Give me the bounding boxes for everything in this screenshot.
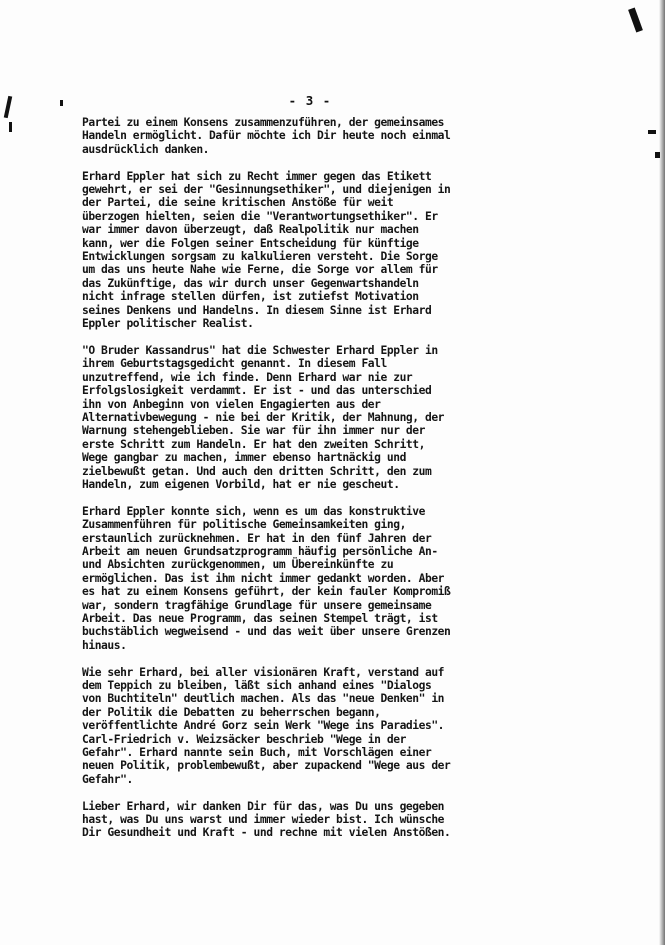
text-line: ausdrücklich danken. (82, 142, 210, 156)
text-line: nicht infrage stellen dürfen, ist zutiefst Motivation (82, 290, 419, 304)
text-line: das Zukünftige, das wir durch unser Gegenwartshandeln (82, 276, 419, 290)
text-line: neuen Politik, problembewußt, aber zupackend "Wege aus der (82, 759, 451, 773)
text-line: Gefahr". (82, 772, 133, 786)
text-line: Zusammenführen für politische Gemeinsamkeiten ging, (82, 518, 406, 532)
text-line: dem Teppich zu bleiben, läßt sich anhand eines "Dialogs (82, 679, 432, 692)
text-line: ermöglichen. Das ist ihm nicht immer gedankt worden. Aber (82, 571, 445, 585)
text-line: Wege gangbar zu machen, immer ebenso hartnäckig und (82, 451, 406, 465)
text-line: der Partei, die seine kritischen Anstöße für weit (82, 196, 394, 210)
text-line: hast, was Du uns warst und immer wieder bist. Ich wünsche (82, 813, 445, 827)
text-line: Eppler politischer Realist. (82, 317, 254, 331)
text-line: war, sondern tragfähige Grundlage für unsere gemeinsame (82, 598, 432, 612)
scan-mark-right-mid (648, 130, 656, 134)
text-line: buchstäblich wegweisend - und das weit über unsere Grenzen (82, 625, 451, 639)
text-line: unzutreffend, wie ich finde. Denn Erhard war nie zur (82, 370, 413, 384)
text-line: kann, wer die Folgen seiner Entscheidung für künftige (82, 236, 419, 250)
paragraph-3 (82, 344, 642, 491)
paragraph-4 (82, 505, 642, 652)
text-line: Partei zu einem Konsens zusammenzuführen, der gemeinsames (82, 116, 445, 129)
text-line: Erhard Eppler konnte sich, wenn es um das konstruktive (82, 504, 425, 518)
text-line: "O Bruder Kassandrus" hat die Schwester Erhard Eppler in (82, 343, 438, 357)
paragraph-5 (82, 666, 642, 787)
text-line: zielbewußt getan. Und auch den dritten Schritt, den zum (82, 464, 432, 478)
text-line: ihrem Geburtstagsgedicht genannt. In diesem Fall (82, 357, 387, 371)
text-line: Erhard Eppler hat sich zu Recht immer gegen das Etikett (82, 169, 432, 183)
text-line: veröffentlichte André Gorz sein Werk "Wege ins Paradies". (82, 719, 445, 733)
text-line: gewehrt, er sei der "Gesinnungsethiker", und diejenigen in (82, 183, 451, 197)
text-line: der Politik die Debatten zu beherrschen begann, (82, 705, 381, 719)
paragraph-1 (82, 116, 642, 156)
text-line: Arbeit. Das neue Programm, das seinen Stempel trägt, ist (82, 611, 438, 625)
text-line: war immer davon überzeugt, daß Realpolitik nur machen (82, 223, 419, 237)
text-line: Handeln, zum eigenen Vorbild, hat er nie gescheut. (82, 477, 400, 491)
text-line: Wie sehr Erhard, bei aller visionären Kraft, verstand auf (82, 665, 445, 679)
text-line: erstaunlich zurücknehmen. Er hat in den fünf Jahren der (82, 531, 432, 545)
scan-mark-right-top (628, 8, 643, 33)
text-line: Arbeit am neuen Grundsatzprogramm häufig persönliche An- (82, 544, 438, 558)
text-line: Carl-Friedrich v. Weizsäcker beschrieb "Wege in der (82, 732, 406, 746)
text-line: und Absichten zurückgenommen, um Übereinkünfte zu (82, 558, 394, 572)
text-line: Gefahr". Erhard nannte sein Buch, mit Vorschlägen einer (82, 746, 432, 760)
text-line: erste Schritt zum Handeln. Er hat den zweiten Schritt, (82, 437, 425, 451)
text-line: Dir Gesundheit und Kraft - und rechne mit vielen Anstößen. (82, 826, 451, 840)
text-line: um das uns heute Nahe wie Ferne, die Sorge vor allem für (82, 263, 438, 277)
paragraph-2 (82, 170, 642, 331)
text-line: Lieber Erhard, wir danken Dir für das, was Du uns gegeben (82, 799, 445, 813)
scan-mark-left-bottom (9, 122, 12, 132)
text-line: ihn von Anbeginn von vielen Engagierten aus der (82, 397, 381, 411)
text-line: Entwicklungen sorgsam zu kalkulieren versteht. Die Sorge (82, 250, 438, 264)
text-line: seines Denkens und Handelns. In diesem Sinne ist Erhard (82, 303, 432, 317)
text-line: überzogen hielten, seien die "Verantwortungsethiker". Er (82, 209, 438, 223)
letter-body (82, 116, 642, 853)
text-line: hinaus. (82, 638, 127, 652)
text-line: Erfolgslosigkeit verdammt. Er ist - und das unterschied (82, 384, 432, 398)
text-line: von Buchtiteln" deutlich machen. Als das "neue Denken" in (82, 692, 445, 706)
text-line: Warnung stehengeblieben. Sie war für ihn immer nur der (82, 424, 425, 438)
text-line: es hat zu einem Konsens geführt, der kein fauler Kompromiß (82, 585, 451, 599)
paragraph-6 (82, 800, 642, 840)
text-line: Handeln ermöglicht. Dafür möchte ich Dir heute noch einmal (82, 129, 451, 143)
scan-edge-shadow (659, 0, 665, 945)
page-number: - 3 - (288, 93, 332, 108)
text-line: Alternativbewegung - nie bei der Kritik, der Mahnung, der (82, 410, 445, 424)
